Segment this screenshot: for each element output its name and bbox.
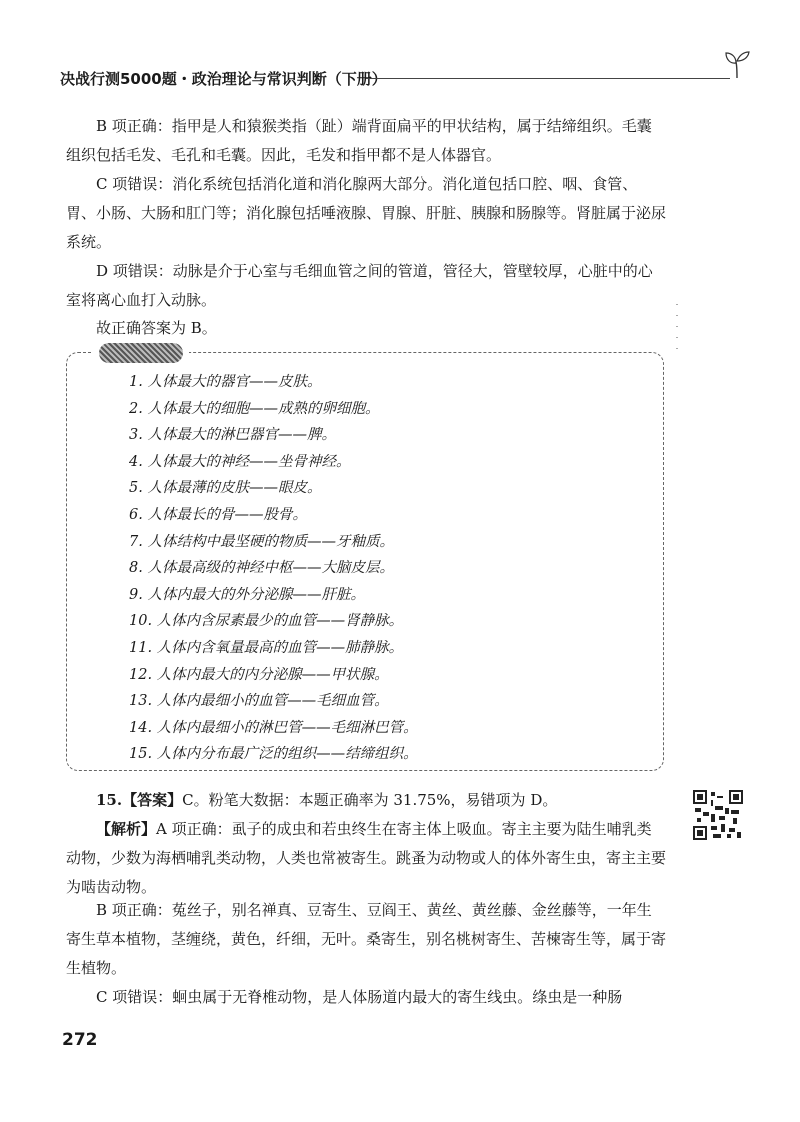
q15-analysis <box>66 815 666 902</box>
note-item: 11. 人体内含氧量最高的血管——肺静脉。 <box>129 639 404 656</box>
note-item: 2. 人体最大的细胞——成熟的卵细胞。 <box>129 400 380 417</box>
qr-code <box>693 790 743 840</box>
margin-marks <box>676 294 686 374</box>
note-list <box>129 369 418 768</box>
note-item: 5. 人体最薄的皮肤——眼皮。 <box>129 480 322 497</box>
option-d-explanation: D 项错误：动脉是介于心室与毛细血管之间的管道，管径大，管壁较厚，心脏中的心室将离心血打入动脉。 <box>66 262 653 309</box>
q15-answer <box>66 786 666 815</box>
option-c-explanation: C 项错误：消化系统包括消化道和消化腺两大部分。消化道包括口腔、咽、食管、胃、小肠、大肠和肛门等；消化腺包括唾液腺、胃腺、肝脏、胰腺和肠腺等。肾脏属于泌尿系统。 <box>66 175 667 251</box>
option-b-explanation: B 项正确：指甲是人和猿猴类指（趾）端背面扁平的甲状结构，属于结缔组织。毛囊组织包括毛发、毛孔和毛囊。因此，毛发和指甲都不是人体器官。 <box>66 117 652 164</box>
answer-text: C。粉笔大数据：本题正确率为 31.75%，易错项为 D。 <box>182 791 558 809</box>
q15-option-c: C 项错误：蛔虫属于无脊椎动物，是人体肠道内最大的寄生线虫。绦虫是一种肠 <box>96 988 623 1006</box>
note-item: 12. 人体内最大的内分泌腺——甲状腺。 <box>129 666 389 683</box>
q15-option-b: B 项正确：菟丝子，别名禅真、豆寄生、豆阎王、黄丝、黄丝藤、金丝藤等，一年生寄生草本植物，茎缠绕，黄色，纤细，无叶。桑寄生，别名桃树寄生、苦楝寄生等，属于寄生植物。 <box>66 901 667 977</box>
header-rule <box>366 78 730 79</box>
note-item: 6. 人体最长的骨——股骨。 <box>129 506 307 523</box>
note-item: 9. 人体内最大的外分泌腺——肝脏。 <box>129 586 365 603</box>
note-item: 10. 人体内含尿素最少的血管——肾静脉。 <box>129 613 404 630</box>
note-item: 7. 人体结构中最坚硬的物质——牙釉质。 <box>129 533 394 550</box>
answer-conclusion: 故正确答案为 B。 <box>96 319 217 337</box>
running-header <box>60 62 750 92</box>
answer-label: 15.【答案】 <box>96 791 183 809</box>
note-item: 15. 人体内分布最广泛的组织——结缔组织。 <box>129 746 418 763</box>
note-box-tab <box>93 343 189 363</box>
knowledge-note-box <box>66 352 664 771</box>
note-item: 13. 人体内最细小的血管——毛细血管。 <box>129 693 389 710</box>
note-item: 4. 人体最大的神经——坐骨神经。 <box>129 453 351 470</box>
note-item: 8. 人体最高级的神经中枢——大脑皮层。 <box>129 560 394 577</box>
note-item: 14. 人体内最细小的淋巴管——毛细淋巴管。 <box>129 719 418 736</box>
analysis-text: A 项正确：虱子的成虫和若虫终生在寄主体上吸血。寄主主要为陆生哺乳类动物，少数为海栖哺乳类动物，人类也常被寄生。跳蚤为动物或人的体外寄生虫，寄主主要为啮齿动物。 <box>66 820 667 896</box>
page-number: 272 <box>62 1030 98 1050</box>
note-item: 3. 人体最大的淋巴器官——脾。 <box>129 427 336 444</box>
analysis-label: 【解析】 <box>96 820 157 838</box>
note-item: 1. 人体最大的器官——皮肤。 <box>129 374 322 390</box>
leaf-icon <box>724 48 750 80</box>
header-title: 决战行测5000题・政治理论与常识判断（下册） <box>60 70 387 88</box>
